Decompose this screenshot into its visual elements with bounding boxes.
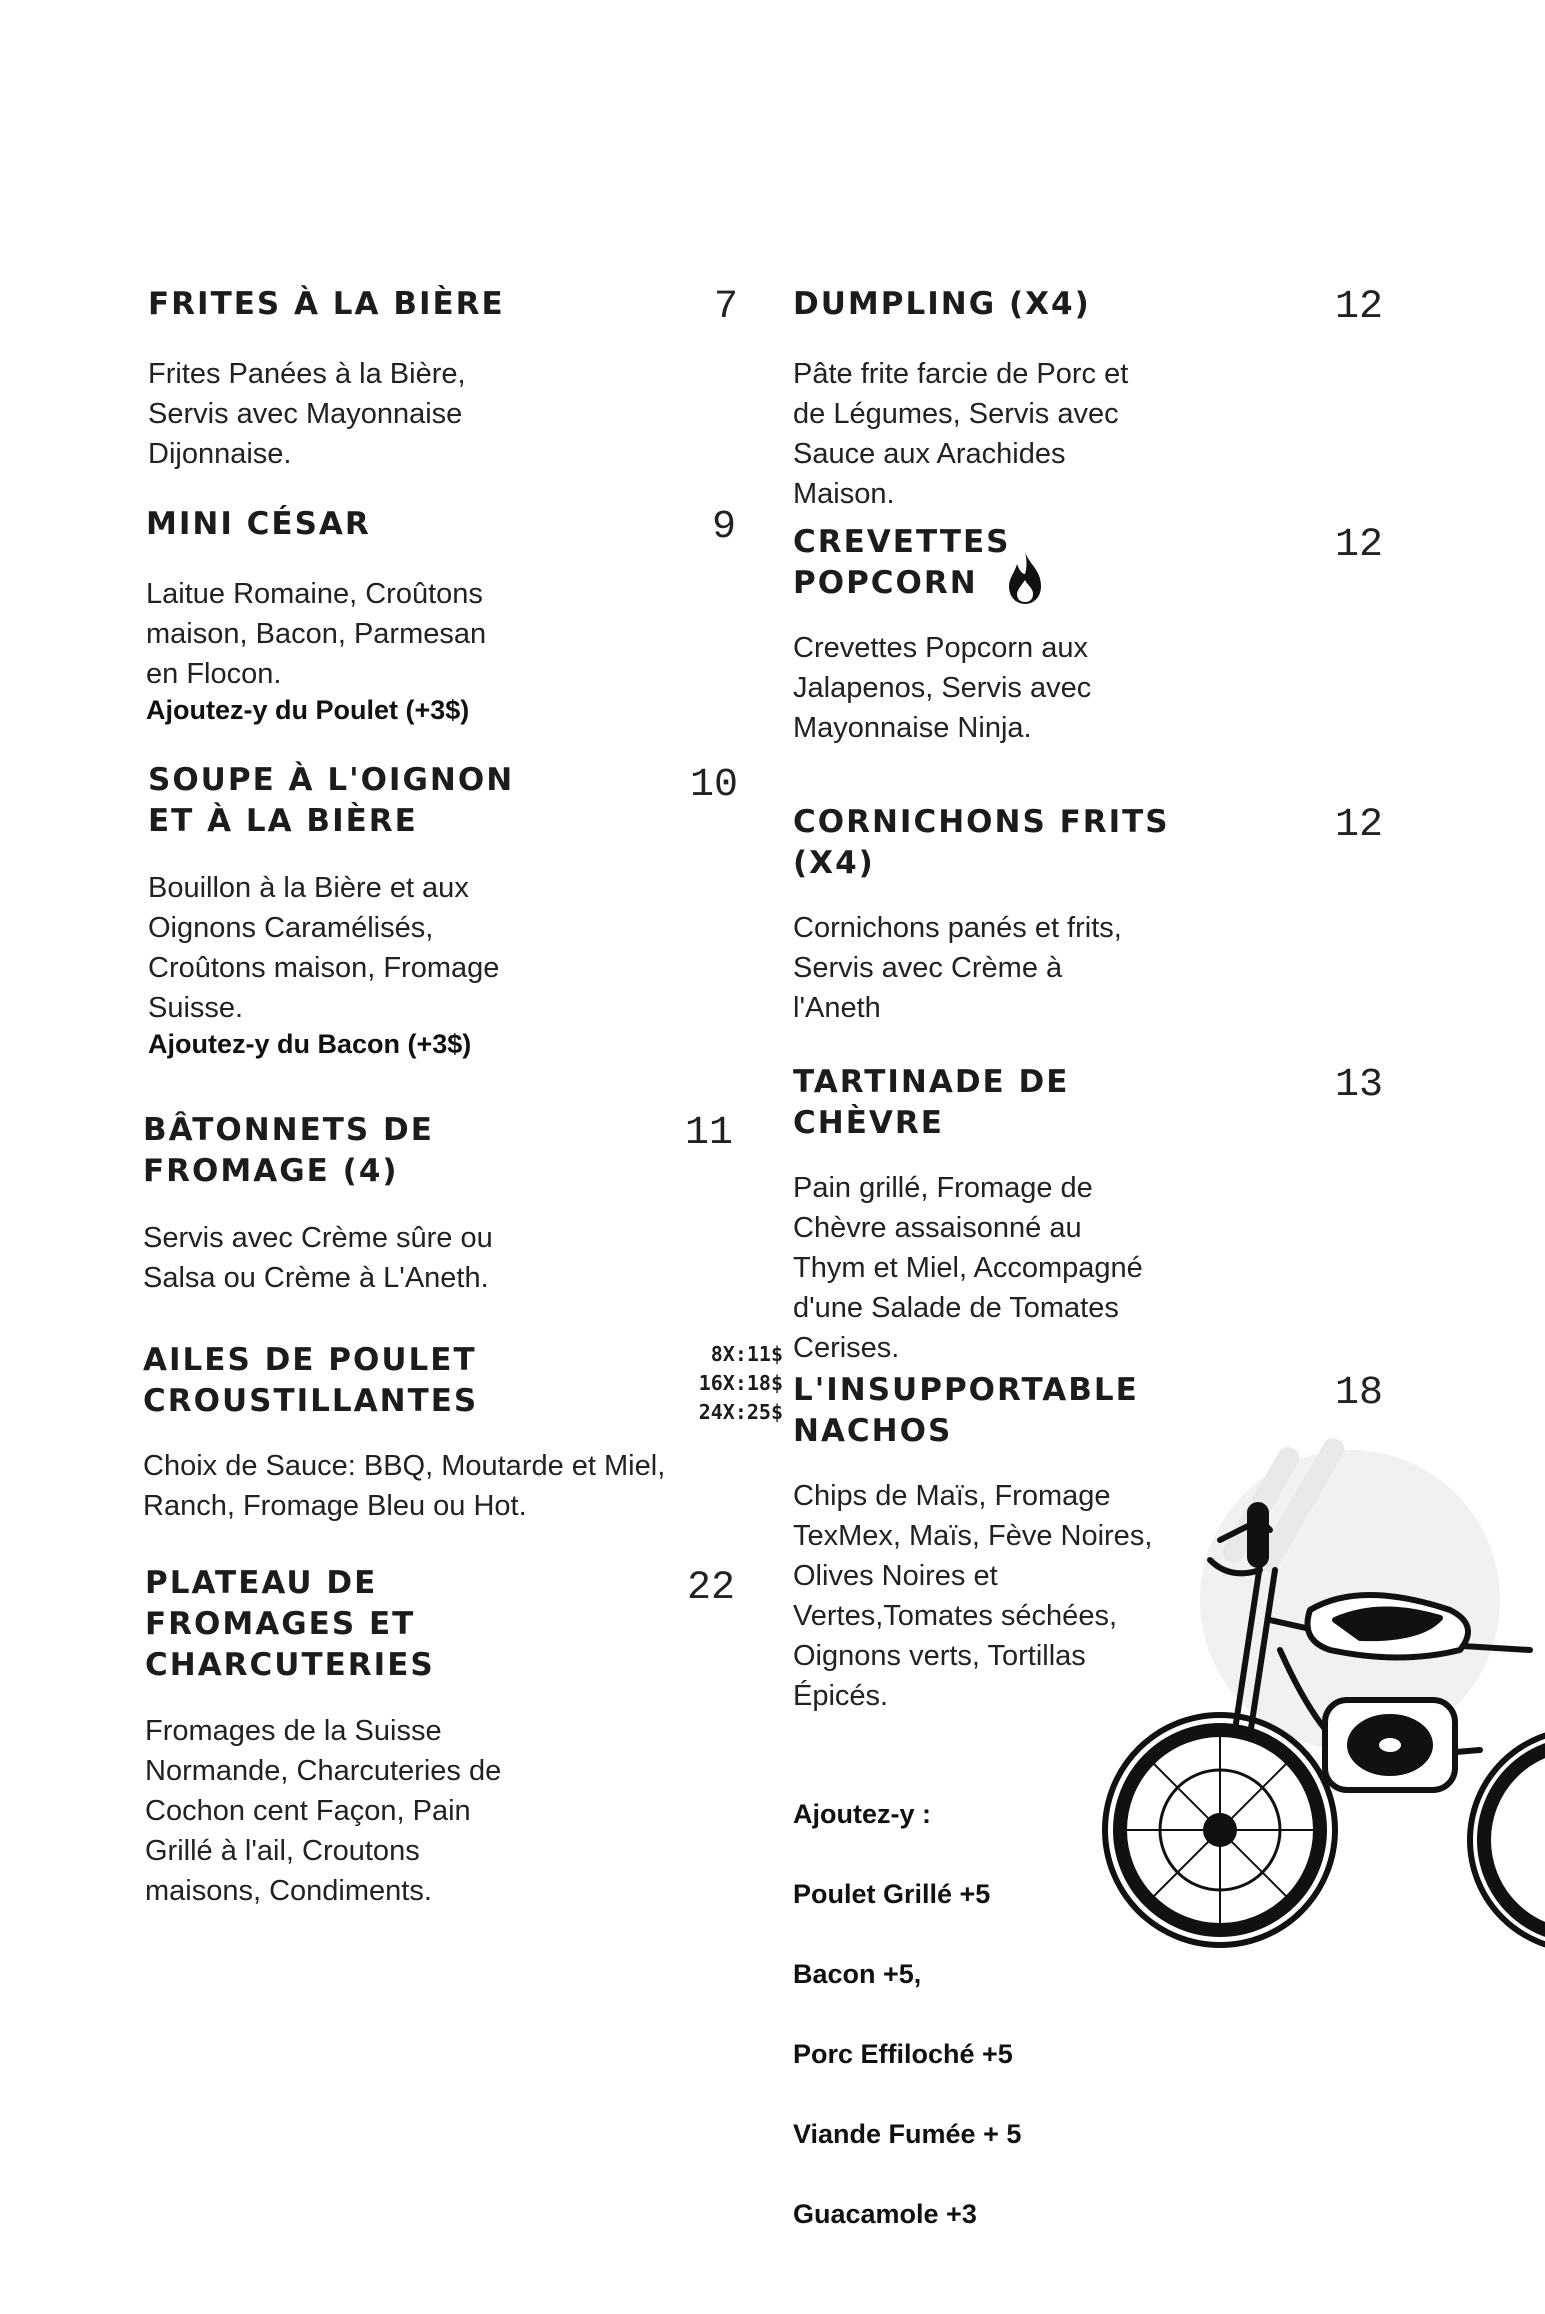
item-price: 9 [711,505,736,550]
flame-icon [1005,550,1045,606]
item-extras [793,1714,1353,2314]
item-title: DUMPLING (X4) [793,286,1091,322]
item-title: CREVETTES POPCORN [793,524,1011,601]
extra-heading: Ajoutez-y : [793,1799,931,1829]
item-description: Pâte frite farcie de Porc et de Légumes, Servis avec Sauce aux Arachides Maison. [793,358,1129,510]
item-title: FRITES À LA BIÈRE [148,286,505,322]
item-extra: Ajoutez-y du Bacon (+3$) [148,1029,472,1059]
item-description: Crevettes Popcorn aux Jalapenos, Servis avec Mayonnaise Ninja. [793,632,1092,744]
extra-option: Bacon +5, [793,1959,922,1989]
item-description: Laitue Romaine, Croûtons maison, Bacon, Parmesan en Flocon. [146,578,487,690]
item-price: 13 [1334,1063,1383,1108]
item-price: 11 [684,1111,733,1156]
item-title: CORNICHONS FRITS (X4) [793,804,1170,881]
item-title: L'INSUPPORTABLE NACHOS [793,1372,1139,1449]
item-price-list [663,1340,783,1427]
item-title: TARTINADE DE CHÈVRE [793,1064,1070,1141]
item-price: 12 [1334,523,1383,568]
item-price: 10 [689,763,738,808]
item-title: MINI CÉSAR [146,506,371,542]
price-option: 16X:18$ [698,1371,783,1395]
item-title: BÂTONNETS DE FROMAGE (4) [143,1112,434,1189]
extra-option: Poulet Grillé +5 [793,1879,991,1909]
extra-option: Viande Fumée + 5 [793,2119,1022,2149]
item-description: Pain grillé, Fromage de Chèvre assaisonné au Thym et Miel, Accompagné d'une Salade de Tomates Cerises. [793,1172,1143,1364]
extra-option: Porc Effiloché +5 [793,2039,1013,2069]
item-description: Frites Panées à la Bière, Servis avec Mayonnaise Dijonnaise. [148,358,466,470]
item-extra: Ajoutez-y du Poulet (+3$) [146,695,470,725]
item-description: Cornichons panés et frits, Servis avec Crème à l'Aneth [793,912,1122,1024]
item-description: Servis avec Crème sûre ou Salsa ou Crème à L'Aneth. [143,1222,493,1294]
item-price: 22 [686,1566,735,1611]
item-description: Fromages de la Suisse Normande, Charcuteries de Cochon cent Façon, Pain Grillé à l'ail, Croutons maisons, Condiments. [145,1715,502,1907]
item-title: PLATEAU DE FROMAGES ET CHARCUTERIES [145,1565,435,1683]
item-description: Chips de Maïs, Fromage TexMex, Maïs, Fève Noires, Olives Noires et Vertes,Tomates séchées, Oignons verts, Tortillas Épicés. [793,1480,1153,1712]
item-title: SOUPE À L'OIGNON ET À LA BIÈRE [148,762,515,839]
price-option: 8X:11$ [710,1342,783,1366]
price-option: 24X:25$ [698,1400,783,1424]
item-description: Choix de Sauce: BBQ, Moutarde et Miel, Ranch, Fromage Bleu ou Hot. [143,1450,666,1522]
extra-option: Guacamole +3 [793,2199,977,2229]
item-price: 7 [713,285,738,330]
item-price: 12 [1334,285,1383,330]
item-price: 12 [1334,803,1383,848]
item-price: 18 [1334,1371,1383,1416]
item-description: Bouillon à la Bière et aux Oignons Caramélisés, Croûtons maison, Fromage Suisse. [148,872,500,1024]
item-title: AILES DE POULET CROUSTILLANTES [143,1342,479,1419]
